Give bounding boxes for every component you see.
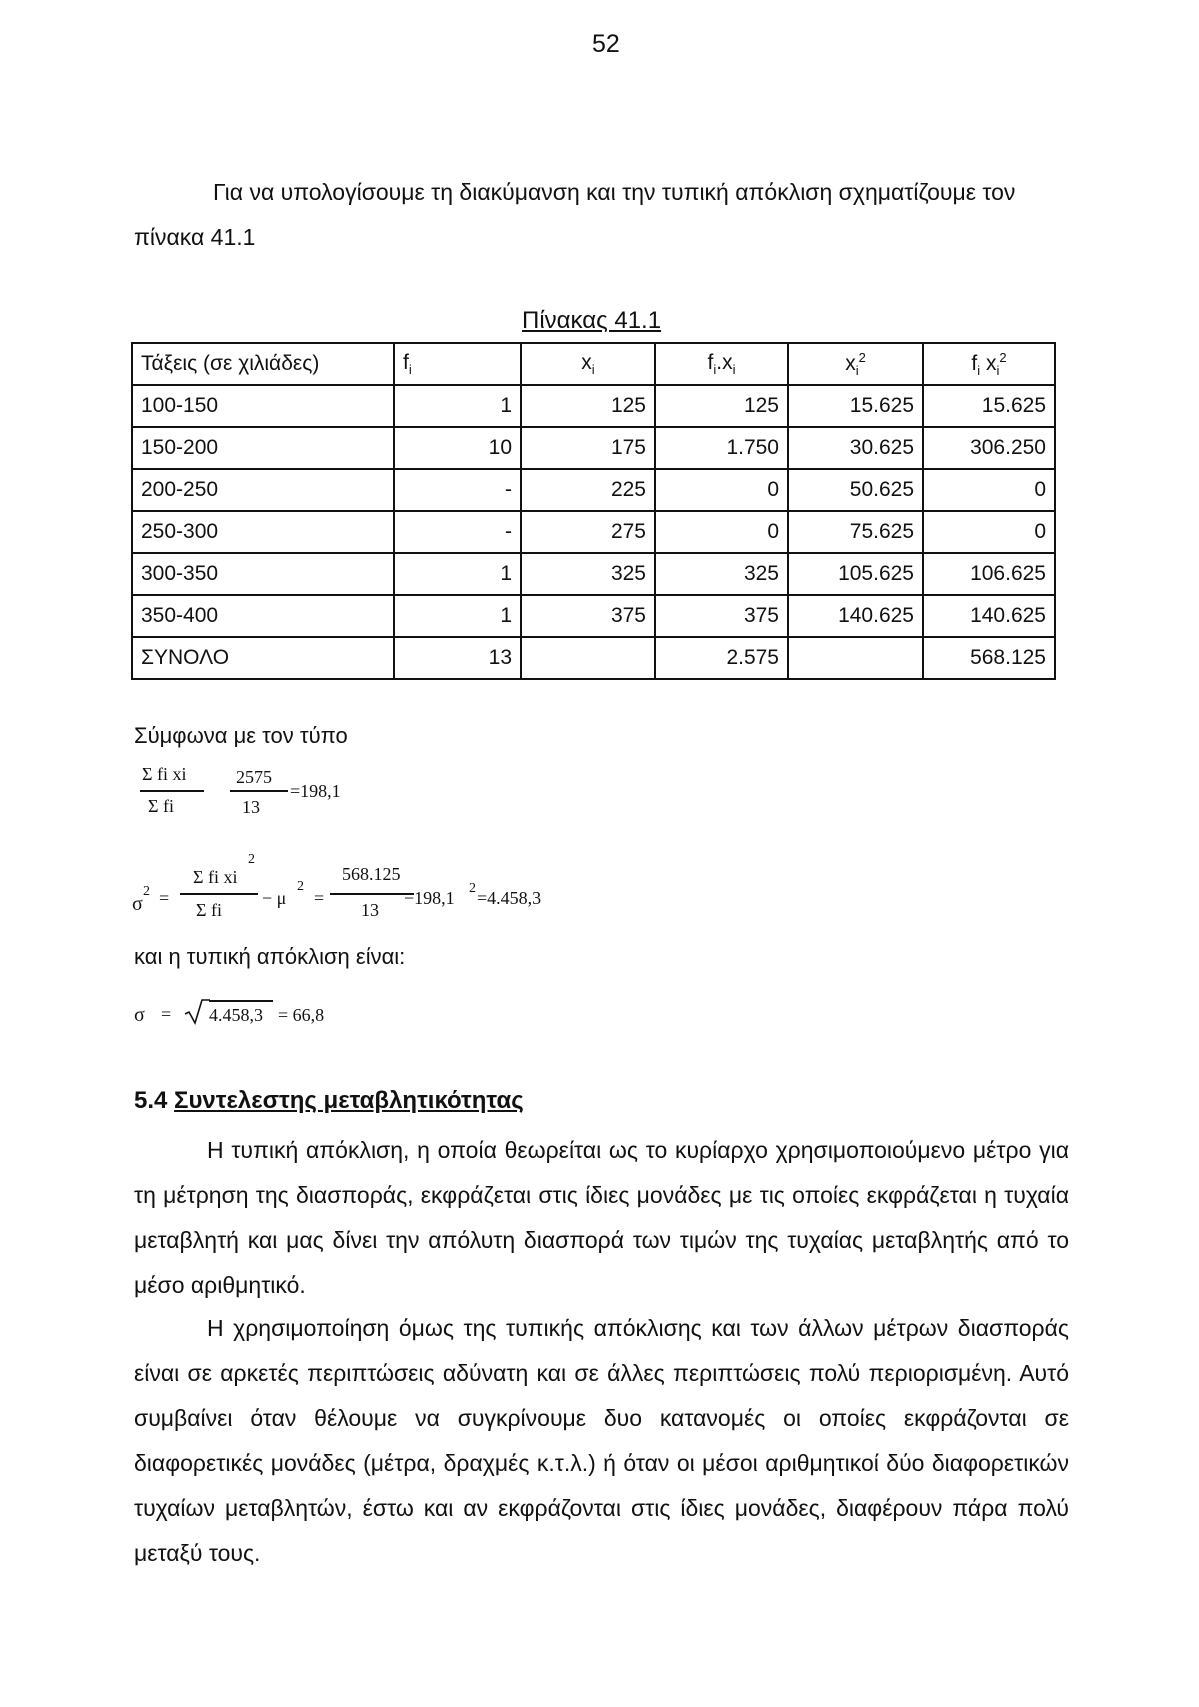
table-total-row [132, 637, 1055, 679]
variance-sigma: σ [132, 893, 143, 915]
intro-paragraph: Για να υπολογίσουμε τη διακύμανση και την τυπική απόκλιση σχηματίζουμε τον πίνακα 41.1 [134, 179, 1016, 250]
table-cell: 568.125 [923, 637, 1055, 679]
section-number: 5.4 [134, 1087, 168, 1114]
variance-mu-exponent: 2 [297, 879, 304, 894]
stdev-radicand: 4.458,3 [209, 1005, 263, 1025]
table-cell: 125 [521, 385, 655, 427]
variance-denominator-symbol: Σ fi [196, 900, 222, 920]
page-number: 52 [592, 30, 620, 58]
table-cell: 0 [923, 469, 1055, 511]
stdev-radical-bar [209, 1000, 273, 1002]
formula-intro: Σύμφωνα με τον τύπο [134, 723, 348, 748]
table-cell: 50.625 [788, 469, 923, 511]
table-cell: 1 [394, 385, 521, 427]
table-cell-class: 250-300 [132, 511, 394, 553]
mean-value-fraction-bar [230, 790, 288, 792]
table-cell-class: ΣΥΝΟΛΟ [132, 637, 394, 679]
table-cell: 105.625 [788, 553, 923, 595]
table-cell: 140.625 [923, 595, 1055, 637]
header-xi: $x_i$ [521, 343, 655, 385]
table-row [132, 469, 1055, 511]
table-cell-class: 350-400 [132, 595, 394, 637]
body-paragraph-2: Η χρησιμοποίηση όμως της τυπικής απόκλισης και των άλλων μέτρων διασποράς είναι σε αρκετές περιπτώσεις αδύνατη και σε άλλες περιπτώσεις πολύ περιορισμένη. Αυτό συμβαίνει όταν θέλουμε να συγκρίνουμε δυο κατανομές οι οποίες εκφράζονται σε διαφορετικές μονάδες (μέτρα, δραχμές κ.τ.λ.) ή όταν οι μέσοι αριθμητικοί δύο διαφορετικών τυχαίων μεταβλητών, έστω και αν εκφράζονται στις ίδιες μονάδες, διαφέρουν πάρα πολύ μεταξύ τους. [134, 1315, 1069, 1566]
table-cell: 125 [655, 385, 788, 427]
section-heading [134, 1087, 524, 1115]
frequency-table [131, 342, 1056, 680]
table-caption: Πίνακας 41.1 [522, 307, 662, 334]
table-cell: 15.625 [923, 385, 1055, 427]
table-cell: - [394, 511, 521, 553]
table-row [132, 511, 1055, 553]
variance-result: =4.458,3 [477, 888, 542, 908]
table-cell: 15.625 [788, 385, 923, 427]
table-cell [521, 637, 655, 679]
variance-mean-term: −198,1 [404, 888, 455, 908]
table-cell: 13 [394, 637, 521, 679]
table-cell: 2.575 [655, 637, 788, 679]
table-cell: 325 [655, 553, 788, 595]
table-cell: 375 [521, 595, 655, 637]
variance-equals-sign: = [159, 888, 170, 908]
variance-denominator-value: 13 [361, 900, 379, 920]
square-root-icon [184, 998, 210, 1026]
mean-symbol-fraction-bar [140, 790, 204, 792]
header-fixi2: $f_i$ $x_i^2$ [923, 343, 1055, 385]
table-cell: 175 [521, 427, 655, 469]
table-cell: 306.250 [923, 427, 1055, 469]
table-cell: 106.625 [923, 553, 1055, 595]
table-cell: 1 [394, 553, 521, 595]
table-cell: 30.625 [788, 427, 923, 469]
table-cell-class: 200-250 [132, 469, 394, 511]
table-cell: - [394, 469, 521, 511]
mean-result: =198,1 [290, 781, 341, 801]
variance-value-fraction-bar [330, 893, 414, 895]
variance-numerator-value: 568.125 [342, 864, 401, 884]
stdev-result: = 66,8 [278, 1005, 325, 1025]
body-paragraph-1: Η τυπική απόκλιση, η οποία θεωρείται ως το κυρίαρχο χρησιμοποιούμενο μέτρο για τη μέτρηση της διασποράς, εκφράζεται στις ίδιες μονάδες με τις οποίες εκφράζεται η τυχαία μεταβλητή και μας δίνει την απόλυτη διασπορά των τιμών της τυχαίας μεταβλητής από το μέσο αριθμητικό. [134, 1137, 1069, 1298]
table-cell-class: 150-200 [132, 427, 394, 469]
table-cell: 0 [923, 511, 1055, 553]
table-row [132, 385, 1055, 427]
table-row [132, 595, 1055, 637]
header-fi: $f_i$ [394, 343, 521, 385]
mean-denominator-value: 13 [242, 797, 260, 817]
header-class: Τάξεις (σε χιλιάδες) [132, 343, 394, 385]
stdev-intro: και η τυπική απόκλιση είναι: [134, 944, 406, 969]
stdev-equals-sign: = [161, 1004, 172, 1024]
table-cell: 75.625 [788, 511, 923, 553]
table-cell: 1.750 [655, 427, 788, 469]
table-cell: 275 [521, 511, 655, 553]
table-cell [788, 637, 923, 679]
mean-numerator-value: 2575 [236, 767, 272, 787]
variance-second-equals-sign: = [314, 888, 325, 908]
table-cell: 375 [655, 595, 788, 637]
table-cell: 1 [394, 595, 521, 637]
table-cell: 10 [394, 427, 521, 469]
table-header-row [132, 343, 1055, 385]
mean-numerator-symbol: Σ fi xi [142, 764, 187, 784]
table-cell-class: 100-150 [132, 385, 394, 427]
header-xi2: $x_i^2$ [788, 343, 923, 385]
variance-sigma-exponent: 2 [143, 884, 150, 899]
variance-mean-exponent: 2 [469, 881, 476, 896]
header-fixi: $f_i.x_i$ [655, 343, 788, 385]
mean-denominator-symbol: Σ fi [148, 796, 174, 816]
table-cell-class: 300-350 [132, 553, 394, 595]
section-title: Συντελεστης μεταβλητικότητας [174, 1087, 524, 1114]
variance-numerator-symbol: Σ fi xi [193, 867, 238, 887]
variance-numerator-exponent: 2 [248, 852, 255, 867]
variance-symbol-fraction-bar [180, 893, 258, 895]
table-cell: 0 [655, 511, 788, 553]
table-cell: 140.625 [788, 595, 923, 637]
table-cell: 325 [521, 553, 655, 595]
stdev-sigma: σ [134, 1004, 145, 1026]
table-row [132, 553, 1055, 595]
table-cell: 225 [521, 469, 655, 511]
table-row [132, 427, 1055, 469]
variance-minus-mu: − μ [262, 888, 287, 908]
table-cell: 0 [655, 469, 788, 511]
